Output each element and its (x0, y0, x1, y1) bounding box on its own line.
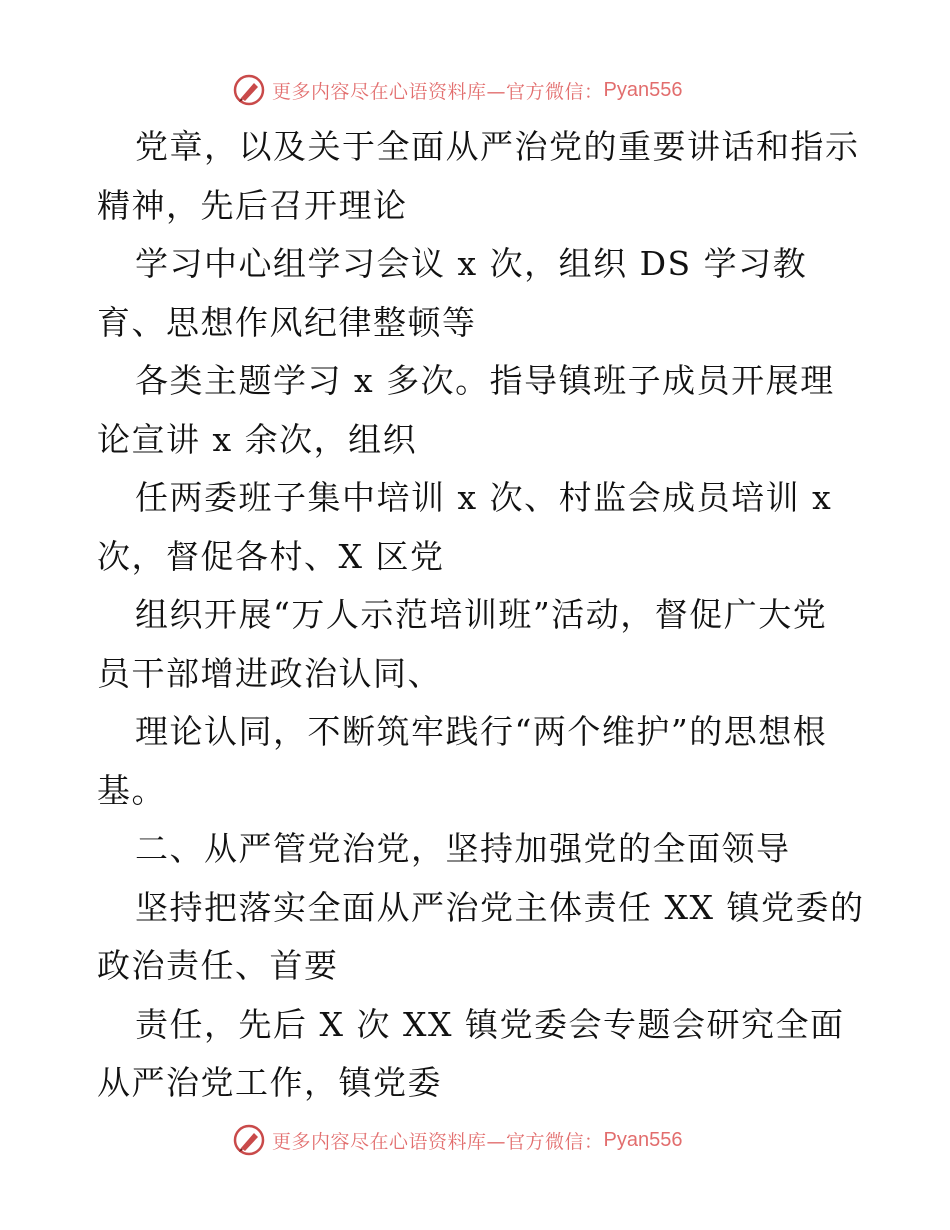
text-line: 政治责任、首要 (97, 946, 339, 985)
watermark-text: 更多内容尽在心语资料库—官方微信： (272, 1130, 604, 1153)
header-watermark (232, 72, 682, 108)
text-line: 各类主题学习 x 多次。指导镇班子成员开展理 (135, 361, 835, 400)
text-line: 坚持把落实全面从严治党主体责任 XX 镇党委的 (135, 887, 865, 927)
watermark-id: Pyan556 (603, 1128, 683, 1151)
text-line: 党章，以及关于全面从严治党的重要讲话和指示 (135, 127, 860, 166)
text-line: 次，督促各村、X 区党 (97, 536, 445, 576)
text-line: 责任，先后 X 次 XX 镇党委会专题会研究全面 (135, 1004, 845, 1044)
text-line: 任两委班子集中培训 x 次、村监会成员培训 x (135, 478, 833, 517)
watermark-id: Pyan556 (603, 78, 683, 101)
text-line: 员干部增进政治认同、 (97, 653, 442, 693)
text-line: 精神，先后召开理论 (97, 185, 408, 225)
text-line: 组织开展“万人示范培训班”活动，督促广大党 (135, 595, 828, 634)
footer-watermark (232, 1122, 682, 1158)
text-line: 二、从严管党治党，坚持加强党的全面领导 (135, 829, 791, 868)
watermark-text: 更多内容尽在心语资料库—官方微信： (272, 80, 604, 103)
text-line: 学习中心组学习会议 x 次，组织 DS 学习教 (135, 244, 808, 283)
text-line: 从严治党工作，镇党委 (97, 1063, 442, 1102)
pen-logo-icon (232, 1123, 266, 1157)
text-line: 理论认同，不断筑牢践行“两个维护”的思想根 (135, 712, 828, 751)
text-line: 基。 (97, 770, 166, 810)
text-line: 论宣讲 x 余次，组织 (97, 419, 418, 459)
body-text (97, 118, 865, 1113)
pen-logo-icon (232, 73, 266, 107)
text-line: 育、思想作风纪律整顿等 (97, 302, 477, 342)
